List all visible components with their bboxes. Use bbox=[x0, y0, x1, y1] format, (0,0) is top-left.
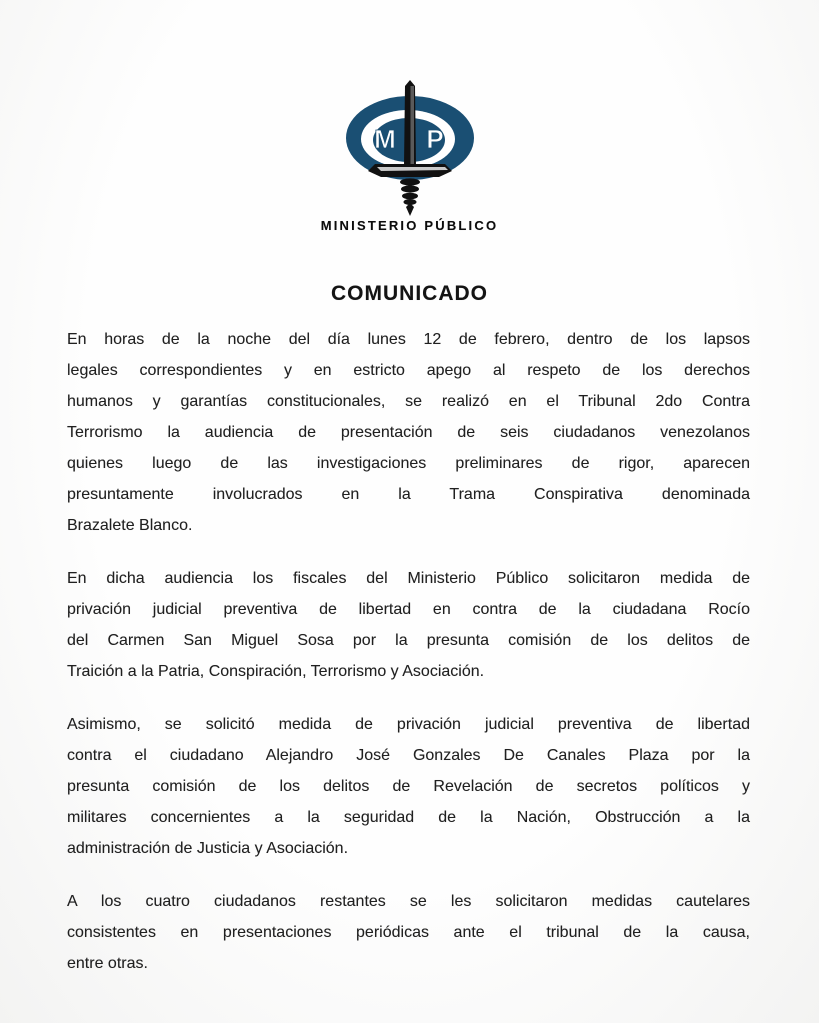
text-line: En horas de la noche del día lunes 12 de febrero, dentro de los lapsos bbox=[67, 331, 750, 348]
logo-caption: MINISTERIO PÚBLICO bbox=[320, 218, 499, 233]
text-line: militares concernientes a la seguridad de la Nación, Obstrucción a la bbox=[67, 809, 750, 826]
text-line: del Carmen San Miguel Sosa por la presunta comisión de los delitos de bbox=[67, 632, 750, 649]
text-line: contra el ciudadano Alejandro José Gonzales De Canales Plaza por la bbox=[67, 747, 750, 764]
text-line: Terrorismo la audiencia de presentación de seis ciudadanos venezolanos bbox=[67, 424, 750, 441]
text-line: privación judicial preventiva de libertad en contra de la ciudadana Rocío bbox=[67, 601, 750, 618]
text-line: En dicha audiencia los fiscales del Ministerio Público solicitaron medida de bbox=[67, 570, 750, 587]
paragraph bbox=[67, 324, 750, 541]
text-line: A los cuatro ciudadanos restantes se les solicitaron medidas cautelares bbox=[67, 893, 750, 910]
text-line: administración de Justicia y Asociación. bbox=[67, 840, 349, 857]
text-line: Traición a la Patria, Conspiración, Terrorismo y Asociación. bbox=[67, 663, 485, 680]
text-line: legales correspondientes y en estricto apego al respeto de los derechos bbox=[67, 362, 750, 379]
paragraph bbox=[67, 563, 750, 687]
text-line: Brazalete Blanco. bbox=[67, 517, 193, 534]
text-line: presuntamente involucrados en la Trama Conspirativa denominada bbox=[67, 486, 750, 503]
logo-letter-m: M bbox=[373, 124, 396, 154]
paragraph bbox=[67, 709, 750, 864]
logo-block bbox=[0, 0, 819, 233]
text-line: entre otras. bbox=[67, 955, 148, 972]
document-title: COMUNICADO bbox=[331, 282, 488, 305]
paragraphs bbox=[0, 324, 819, 979]
text-line: consistentes en presentaciones periódicas ante el tribunal de la causa, bbox=[67, 924, 750, 941]
paragraph bbox=[67, 886, 750, 979]
ministerio-publico-logo-icon bbox=[335, 78, 485, 223]
text-line: Asimismo, se solicitó medida de privación judicial preventiva de libertad bbox=[67, 716, 750, 733]
text-line: quienes luego de las investigaciones preliminares de rigor, aparecen bbox=[67, 455, 750, 472]
text-line: humanos y garantías constitucionales, se realizó en el Tribunal 2do Contra bbox=[67, 393, 750, 410]
text-line: presunta comisión de los delitos de Revelación de secretos políticos y bbox=[67, 778, 750, 795]
logo-letter-p: P bbox=[425, 124, 444, 154]
